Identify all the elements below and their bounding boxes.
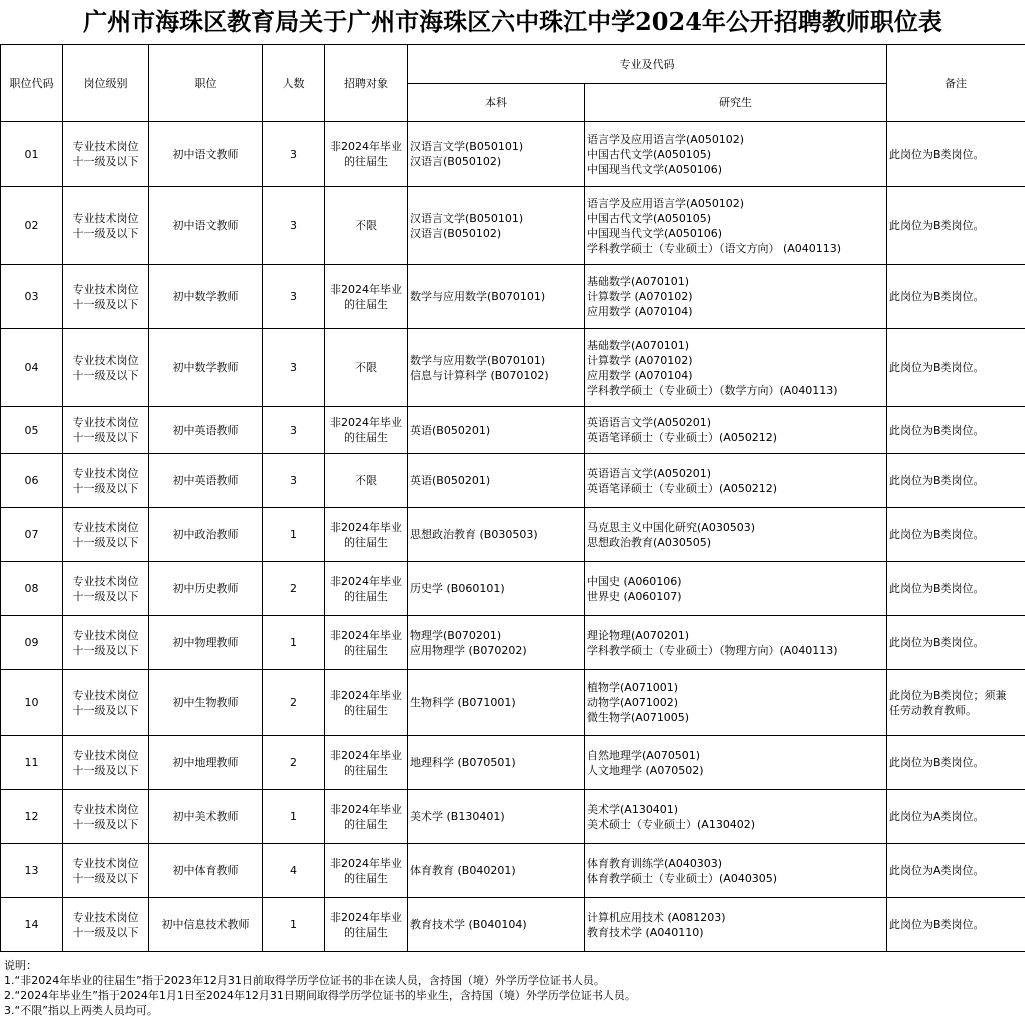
cell-position: 初中美术教师 — [149, 790, 263, 844]
cell-count: 3 — [263, 265, 325, 329]
cell-position: 初中生物教师 — [149, 670, 263, 736]
header-level: 岗位级别 — [63, 45, 149, 122]
cell-undergrad: 英语(B050201) — [408, 407, 585, 454]
cell-count: 1 — [263, 616, 325, 670]
cell-code: 09 — [1, 616, 63, 670]
cell-target: 非2024年毕业 的往届生 — [325, 790, 408, 844]
cell-remark: 此岗位为B类岗位。 — [887, 187, 1025, 265]
cell-position: 初中语文教师 — [149, 187, 263, 265]
table-row — [1, 844, 1025, 898]
notes — [4, 958, 636, 1018]
cell-level: 专业技术岗位 十一级及以下 — [63, 670, 149, 736]
cell-position: 初中数学教师 — [149, 265, 263, 329]
cell-target: 非2024年毕业 的往届生 — [325, 508, 408, 562]
cell-count: 2 — [263, 670, 325, 736]
cell-undergrad: 数学与应用数学(B070101) — [408, 265, 585, 329]
cell-position: 初中语文教师 — [149, 122, 263, 187]
table-row — [1, 122, 1025, 187]
table-body — [1, 122, 1025, 952]
cell-graduate: 自然地理学(A070501) 人文地理学 (A070502) — [585, 736, 887, 790]
header-code: 职位代码 — [1, 45, 63, 122]
cell-remark: 此岗位为B类岗位。 — [887, 508, 1025, 562]
note-item: 2.“2024年毕业生”指于2024年1月1日至2024年12月31日期间取得学历学位证书的毕业生，含持国（境）外学历学位证书人员。 — [4, 989, 636, 1002]
cell-graduate: 基础数学(A070101) 计算数学 (A070102) 应用数学 (A070104) — [585, 265, 887, 329]
cell-graduate: 植物学(A071001) 动物学(A071002) 微生物学(A071005) — [585, 670, 887, 736]
cell-graduate: 基础数学(A070101) 计算数学 (A070102) 应用数学 (A070104) 学科教学硕士（专业硕士）（数学方向）(A040113) — [585, 329, 887, 407]
table-row — [1, 616, 1025, 670]
cell-position: 初中政治教师 — [149, 508, 263, 562]
cell-remark: 此岗位为A类岗位。 — [887, 790, 1025, 844]
cell-level: 专业技术岗位 十一级及以下 — [63, 790, 149, 844]
notes-heading: 说明： — [4, 959, 37, 972]
cell-position: 初中地理教师 — [149, 736, 263, 790]
cell-target: 非2024年毕业 的往届生 — [325, 736, 408, 790]
table-row — [1, 329, 1025, 407]
cell-position: 初中英语教师 — [149, 454, 263, 508]
note-item: 1.“非2024年毕业的往届生”指于2023年12月31日前取得学历学位证书的非在读人员，含持国（境）外学历学位证书人员。 — [4, 974, 605, 987]
cell-graduate: 美术学(A130401) 美术硕士（专业硕士）(A130402) — [585, 790, 887, 844]
cell-count: 1 — [263, 508, 325, 562]
cell-remark: 此岗位为B类岗位。 — [887, 329, 1025, 407]
cell-code: 13 — [1, 844, 63, 898]
table-row — [1, 898, 1025, 952]
header-remark: 备注 — [887, 45, 1025, 122]
table-row — [1, 670, 1025, 736]
cell-undergrad: 英语(B050201) — [408, 454, 585, 508]
cell-undergrad: 汉语言文学(B050101) 汉语言(B050102) — [408, 187, 585, 265]
cell-remark: 此岗位为B类岗位。 — [887, 407, 1025, 454]
table-row — [1, 562, 1025, 616]
table-row — [1, 187, 1025, 265]
cell-code: 01 — [1, 122, 63, 187]
cell-code: 14 — [1, 898, 63, 952]
cell-level: 专业技术岗位 十一级及以下 — [63, 508, 149, 562]
cell-undergrad: 思想政治教育 (B030503) — [408, 508, 585, 562]
cell-count: 3 — [263, 122, 325, 187]
cell-graduate: 语言学及应用语言学(A050102) 中国古代文学(A050105) 中国现当代文学(A050106) — [585, 122, 887, 187]
table-row — [1, 508, 1025, 562]
cell-undergrad: 美术学 (B130401) — [408, 790, 585, 844]
cell-count: 3 — [263, 407, 325, 454]
cell-remark: 此岗位为B类岗位。 — [887, 265, 1025, 329]
cell-undergrad: 地理科学 (B070501) — [408, 736, 585, 790]
cell-code: 06 — [1, 454, 63, 508]
cell-position: 初中体育教师 — [149, 844, 263, 898]
positions-table — [0, 44, 1025, 952]
table-row — [1, 454, 1025, 508]
cell-remark: 此岗位为A类岗位。 — [887, 844, 1025, 898]
cell-remark: 此岗位为B类岗位。 — [887, 562, 1025, 616]
cell-target: 非2024年毕业 的往届生 — [325, 265, 408, 329]
cell-count: 1 — [263, 790, 325, 844]
cell-undergrad: 物理学(B070201) 应用物理学 (B070202) — [408, 616, 585, 670]
cell-level: 专业技术岗位 十一级及以下 — [63, 454, 149, 508]
cell-graduate: 英语语言文学(A050201) 英语笔译硕士（专业硕士）(A050212) — [585, 407, 887, 454]
cell-level: 专业技术岗位 十一级及以下 — [63, 265, 149, 329]
cell-level: 专业技术岗位 十一级及以下 — [63, 562, 149, 616]
cell-code: 08 — [1, 562, 63, 616]
cell-target: 非2024年毕业 的往届生 — [325, 898, 408, 952]
cell-code: 05 — [1, 407, 63, 454]
cell-level: 专业技术岗位 十一级及以下 — [63, 736, 149, 790]
cell-graduate: 语言学及应用语言学(A050102) 中国古代文学(A050105) 中国现当代文学(A050106) 学科教学硕士（专业硕士）（语文方向） (A040113) — [585, 187, 887, 265]
header-major: 专业及代码 — [408, 45, 887, 84]
cell-level: 专业技术岗位 十一级及以下 — [63, 187, 149, 265]
cell-code: 04 — [1, 329, 63, 407]
cell-level: 专业技术岗位 十一级及以下 — [63, 407, 149, 454]
cell-target: 非2024年毕业 的往届生 — [325, 616, 408, 670]
cell-remark: 此岗位为B类岗位。 — [887, 616, 1025, 670]
cell-position: 初中物理教师 — [149, 616, 263, 670]
cell-code: 12 — [1, 790, 63, 844]
cell-undergrad: 数学与应用数学(B070101) 信息与计算科学 (B070102) — [408, 329, 585, 407]
cell-code: 07 — [1, 508, 63, 562]
cell-undergrad: 历史学 (B060101) — [408, 562, 585, 616]
cell-remark: 此岗位为B类岗位。 — [887, 736, 1025, 790]
cell-target: 不限 — [325, 187, 408, 265]
cell-graduate: 计算机应用技术 (A081203) 教育技术学 (A040110) — [585, 898, 887, 952]
cell-position: 初中英语教师 — [149, 407, 263, 454]
cell-level: 专业技术岗位 十一级及以下 — [63, 898, 149, 952]
header-position: 职位 — [149, 45, 263, 122]
table-row — [1, 736, 1025, 790]
header-target: 招聘对象 — [325, 45, 408, 122]
cell-count: 3 — [263, 454, 325, 508]
cell-code: 10 — [1, 670, 63, 736]
cell-remark: 此岗位为B类岗位。 — [887, 122, 1025, 187]
cell-count: 4 — [263, 844, 325, 898]
page-title: 广州市海珠区教育局关于广州市海珠区六中珠江中学2024年公开招聘教师职位表 — [83, 7, 942, 36]
cell-graduate: 英语语言文学(A050201) 英语笔译硕士（专业硕士）(A050212) — [585, 454, 887, 508]
cell-count: 2 — [263, 736, 325, 790]
cell-count: 1 — [263, 898, 325, 952]
cell-graduate: 马克思主义中国化研究(A030503) 思想政治教育(A030505) — [585, 508, 887, 562]
table-row — [1, 790, 1025, 844]
cell-undergrad: 生物科学 (B071001) — [408, 670, 585, 736]
header-count: 人数 — [263, 45, 325, 122]
table-row — [1, 407, 1025, 454]
cell-level: 专业技术岗位 十一级及以下 — [63, 616, 149, 670]
cell-level: 专业技术岗位 十一级及以下 — [63, 844, 149, 898]
cell-graduate: 理论物理(A070201) 学科教学硕士（专业硕士）（物理方向）(A040113) — [585, 616, 887, 670]
cell-count: 3 — [263, 187, 325, 265]
cell-code: 02 — [1, 187, 63, 265]
cell-undergrad: 教育技术学 (B040104) — [408, 898, 585, 952]
cell-target: 不限 — [325, 454, 408, 508]
cell-count: 3 — [263, 329, 325, 407]
table-row — [1, 265, 1025, 329]
header-undergrad: 本科 — [408, 84, 585, 122]
cell-remark: 此岗位为B类岗位；须兼 任劳动教育教师。 — [887, 670, 1025, 736]
cell-target: 非2024年毕业 的往届生 — [325, 844, 408, 898]
cell-position: 初中信息技术教师 — [149, 898, 263, 952]
header-row — [1, 45, 1025, 84]
note-item: 3.“不限”指以上两类人员均可。 — [4, 1004, 158, 1017]
cell-level: 专业技术岗位 十一级及以下 — [63, 329, 149, 407]
cell-position: 初中历史教师 — [149, 562, 263, 616]
cell-target: 非2024年毕业 的往届生 — [325, 670, 408, 736]
cell-undergrad: 汉语言文学(B050101) 汉语言(B050102) — [408, 122, 585, 187]
cell-code: 11 — [1, 736, 63, 790]
cell-target: 非2024年毕业 的往届生 — [325, 562, 408, 616]
cell-target: 不限 — [325, 329, 408, 407]
cell-count: 2 — [263, 562, 325, 616]
cell-target: 非2024年毕业 的往届生 — [325, 122, 408, 187]
cell-graduate: 中国史 (A060106) 世界史 (A060107) — [585, 562, 887, 616]
cell-position: 初中数学教师 — [149, 329, 263, 407]
cell-graduate: 体育教育训练学(A040303) 体育教学硕士（专业硕士）(A040305) — [585, 844, 887, 898]
cell-remark: 此岗位为B类岗位。 — [887, 454, 1025, 508]
cell-target: 非2024年毕业 的往届生 — [325, 407, 408, 454]
header-graduate: 研究生 — [585, 84, 887, 122]
cell-remark: 此岗位为B类岗位。 — [887, 898, 1025, 952]
cell-code: 03 — [1, 265, 63, 329]
cell-level: 专业技术岗位 十一级及以下 — [63, 122, 149, 187]
cell-undergrad: 体育教育 (B040201) — [408, 844, 585, 898]
